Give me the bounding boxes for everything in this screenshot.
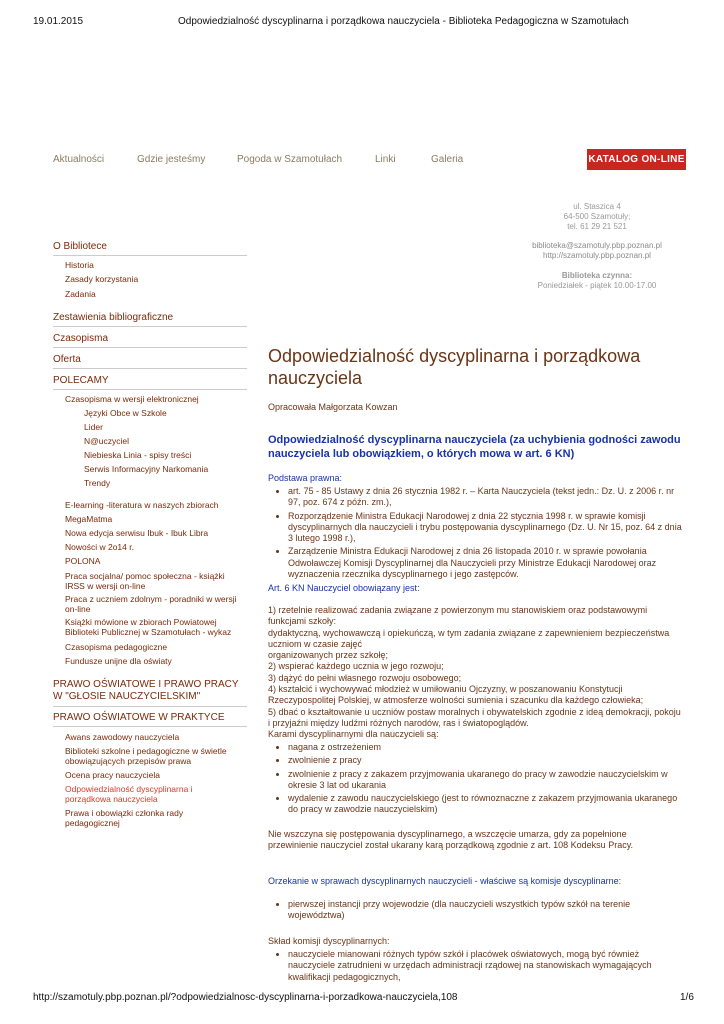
kara-item: • wydalenie z zawodu nauczycielskiego (jest to równoznaczne z zakazem przyjmowania ukaranego do pracy w zawodzie nauczycielskim) (288, 793, 688, 816)
sidebar-item-czasopisma-pedagogiczne[interactable]: Czasopisma pedagogiczne (65, 642, 168, 652)
sklad-item: • nauczyciele mianowani różnych typów szkół i placówek oświatowych, mogą być również nauczyciele zatrudnieni w urzędach administracji rządowej na stanowiskach wymagających kwalifikacji pedagogicznych, (288, 949, 688, 983)
kara-item: • zwolnienie z pracy (288, 755, 688, 766)
podstawa-label: Podstawa prawna: (268, 473, 343, 483)
sidebar-item-fundusze[interactable]: Fundusze unijne dla oświaty (65, 656, 172, 666)
duty-line: 3) dążyć do pełni własnego rozwoju osobowego; (268, 672, 462, 683)
sidebar-subitem-niebieska-linia[interactable]: Niebieska Linia - spisy treści (84, 450, 192, 460)
print-title: Odpowiedzialność dyscyplinarna i porządkowa nauczyciela - Biblioteka Pedagogiczna w Szamotułach (178, 16, 629, 27)
sidebar-item-biblioteki-szkolne[interactable]: Biblioteki szkolne i pedagogiczne w świetle obowiązujących przepisów prawa (65, 746, 227, 766)
sidebar-item-nowosci[interactable]: Nowości w 2o14 r. (65, 542, 134, 552)
katalog-online-button[interactable]: KATALOG ON-LINE (587, 149, 686, 170)
podstawa-list (268, 486, 688, 582)
sidebar-item-ibuk[interactable]: Nowa edycja serwisu Ibuk - Ibuk Libra (65, 528, 209, 538)
kary-list (268, 742, 688, 818)
sidebar-item-historia[interactable]: Historia (65, 260, 94, 270)
art6-label: Art. 6 KN Nauczyciel obowiązany jest: (268, 583, 420, 593)
podstawa-item: • Rozporządzenie Ministra Edukacji Narodowej z dnia 22 stycznia 1998 r. w sprawie komisji dyscyplinarnych dla nauczycieli i trybu postępowania dyscyplinarnego (Dz. U. Nr 15, poz. 64 z dnia 3 lutego 1998 r.), (288, 511, 688, 545)
sidebar-item-awans[interactable]: Awans zawodowy nauczyciela (65, 732, 180, 742)
hours-label: Biblioteka czynna: (561, 271, 633, 280)
orzekanie-item: • pierwszej instancji przy wojewodzie (dla nauczycieli wszystkich typów szkół na terenie województwa) (288, 899, 688, 922)
contact-hours (497, 271, 697, 291)
page-title: Odpowiedzialność dyscyplinarna i porządkowa nauczyciela (268, 346, 641, 388)
podstawa-item: • art. 75 - 85 Ustawy z dnia 26 stycznia 1982 r. – Karta Nauczyciela (tekst jedn.: Dz. U. z 2006 r. nr 97, poz. 674 z późn. zm.), (288, 486, 688, 509)
duty-line: 1) rzetelnie realizować zadania związane z powierzonym mu stanowiskiem oraz podstawowymi funkcjami szkoły: (268, 605, 648, 627)
duty-line: 2) wspierać każdego ucznia w jego rozwoju; (268, 661, 444, 672)
contact-links (497, 241, 697, 261)
duty-line: 5) dbać o kształtowanie u uczniów postaw moralnych i obywatelskich zgodnie z ideą demokracji, pokoju i przyjaźni między ludźmi różnych narodów, ras i światopoglądów. (268, 706, 681, 728)
sklad-label: Skład komisji dyscyplinarnych: (268, 936, 390, 946)
duty-line: 4) kształcić i wychowywać młodzież w umiłowaniu Ojczyzny, w poszanowaniu Konstytucji Rzeczypospolitej Polskiej, w atmosferze wolności sumienia i szacunku dla każdego człowieka; (268, 684, 644, 706)
article-author: Opracowała Małgorzata Kowzan (268, 402, 398, 412)
nav-gdzie-jestesmy[interactable]: Gdzie jesteśmy (137, 154, 206, 165)
sidebar-item-praca-socjalna[interactable]: Praca socjalna/ pomoc społeczna - książki IRSS w wersji on-line (65, 571, 225, 591)
sidebar-oferta[interactable]: Oferta (53, 354, 247, 369)
hours-value: Poniedziałek - piątek 10.00-17.00 (537, 281, 657, 290)
sidebar-subitem-trendy[interactable]: Trendy (84, 478, 111, 488)
sidebar-item-odpowiedzialnosc-active[interactable]: Odpowiedzialność dyscyplinarna i porządkowa nauczyciela (65, 784, 193, 804)
contact-web[interactable]: http://szamotuly.pbp.poznan.pl (543, 251, 651, 260)
duties-block (268, 605, 683, 741)
podstawa-item: • Zarządzenie Ministra Edukacji Narodowej z dnia 26 listopada 2010 r. w sprawie powołania Odwoławczej Komisji Dyscyplinarnej dla Nauczycieli przy Ministrze Edukacji Narodowej oraz wyznaczenia rzecznika dyscyplinarnego i jego zastępców. (288, 546, 688, 580)
sidebar-item-megamatma[interactable]: MegaMatma (65, 514, 113, 524)
contact-email[interactable]: biblioteka@szamotuly.pbp.poznan.pl (532, 241, 662, 250)
print-page-number: 1/6 (680, 992, 694, 1003)
duty-line: organizowanych przez szkołę; (268, 650, 389, 661)
sidebar-subitem-lider[interactable]: Lider (84, 422, 103, 432)
print-date: 19.01.2015 (33, 16, 84, 27)
duty-line: dydaktyczną, wychowawczą i opiekuńczą, w tym zadania związane z zapewnieniem bezpieczeństwa uczniom w czasie zajęć (268, 627, 670, 649)
nav-pogoda[interactable]: Pogoda w Szamotułach (237, 154, 343, 165)
sidebar-item-zadania[interactable]: Zadania (65, 289, 96, 299)
sidebar-czasopisma[interactable]: Czasopisma (53, 333, 247, 348)
contact-phone: tel. 61 29 21 521 (567, 222, 627, 231)
sidebar-subitem-nauczyciel[interactable]: N@uczyciel (84, 436, 129, 446)
sidebar-item-ocena-pracy[interactable]: Ocena pracy nauczyciela (65, 770, 160, 780)
nie-wszczyna-paragraph: Nie wszczyna się postępowania dyscyplinarnego, a wszczęcie umarza, gdy za popełnione przewinienie nauczyciel został ukarany karą porządkową zgodnie z art. 108 Kodeksu Pracy. (268, 829, 634, 851)
sidebar-polecamy[interactable]: POLECAMY (53, 375, 247, 390)
sidebar-item-rada-pedagogiczna[interactable]: Prawa i obowiązki członka rady pedagogicznej (65, 808, 184, 828)
nav-galeria[interactable]: Galeria (431, 154, 464, 165)
contact-city: 64-500 Szamotuły; (563, 212, 631, 221)
sidebar-o-bibliotece[interactable]: O Bibliotece (53, 241, 247, 256)
contact-street: ul. Staszica 4 (573, 202, 621, 211)
kara-item: • zwolnienie z pracy z zakazem przyjmowania ukaranego do pracy w zawodzie nauczycielskim w okresie 3 lat od ukarania (288, 769, 688, 792)
sidebar-subitem-jezyki-obce[interactable]: Języki Obce w Szkole (84, 408, 167, 418)
sidebar-item-uczen-zdolny[interactable]: Praca z uczniem zdolnym - poradniki w wersji on-line (65, 594, 237, 614)
contact-address (497, 202, 697, 232)
sidebar-subitem-narkomania[interactable]: Serwis Informacyjny Narkomania (84, 464, 209, 474)
nav-aktualnosci[interactable]: Aktualności (53, 154, 105, 165)
sidebar-item-czasopisma-elektroniczne[interactable]: Czasopisma w wersji elektronicznej (65, 394, 199, 404)
sidebar-zestawienia[interactable]: Zestawienia bibliograficzne (53, 312, 247, 327)
article-subtitle: Odpowiedzialność dyscyplinarna nauczyciela (za uchybienia godności zawodu nauczyciela lub obowiązkiem, o których mowa w art. 6 KN) (268, 434, 681, 460)
sidebar-item-ksiazki-mowione[interactable]: Książki mówione w zbiorach Powiatowej Biblioteki Publicznej w Szamotułach - wykaz (65, 617, 232, 637)
orzekanie-list (268, 899, 688, 924)
nav-linki[interactable]: Linki (375, 154, 396, 165)
sklad-list (268, 949, 688, 985)
sidebar-prawo-praktyce[interactable]: PRAWO OŚWIATOWE W PRAKTYCE (53, 712, 247, 727)
kary-label: Karami dyscyplinarnymi dla nauczycieli są: (268, 729, 439, 740)
orzekanie-label: Orzekanie w sprawach dyscyplinarnych nauczycieli - właściwe są komisje dyscyplinarne: (268, 876, 622, 886)
sidebar-item-polona[interactable]: POLONA (65, 556, 101, 566)
kara-item: • nagana z ostrzeżeniem (288, 742, 688, 753)
print-url: http://szamotuly.pbp.poznan.pl/?odpowiedzialnosc-dyscyplinarna-i-porzadkowa-nauczyciela,108 (33, 992, 458, 1003)
sidebar-item-e-learning[interactable]: E-learning -literatura w naszych zbiorach (65, 500, 219, 510)
sidebar-item-zasady[interactable]: Zasady korzystania (65, 274, 139, 284)
sidebar-prawo-glos[interactable]: PRAWO OŚWIATOWE I PRAWO PRACY W "GŁOSIE NAUCZYCIELSKIM" (53, 679, 247, 707)
